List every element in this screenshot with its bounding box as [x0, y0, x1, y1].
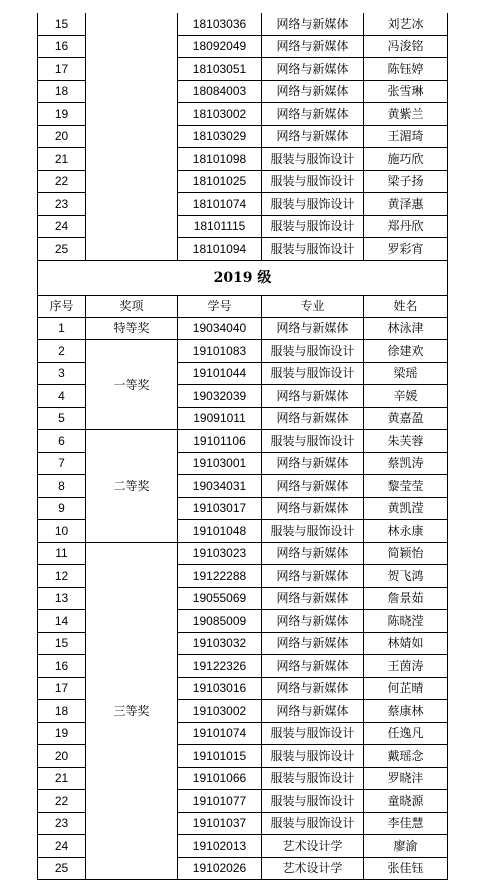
name-cell: 李佳慧 — [364, 812, 448, 835]
name-cell: 詹景茹 — [364, 587, 448, 610]
table-row — [38, 13, 448, 35]
major-cell: 网络与新媒体 — [262, 542, 364, 565]
major-cell: 网络与新媒体 — [262, 13, 364, 35]
serial-number-header: 序号 — [38, 295, 86, 317]
name-cell: 辛媛 — [364, 385, 448, 408]
serial-number-cell: 17 — [38, 58, 86, 81]
award-cell: 三等奖 — [86, 542, 178, 880]
serial-number-cell: 3 — [38, 362, 86, 385]
name-cell: 罗彩宵 — [364, 238, 448, 261]
major-cell: 网络与新媒体 — [262, 565, 364, 588]
name-cell: 林婧如 — [364, 632, 448, 655]
student-id-cell: 19101044 — [178, 362, 262, 385]
serial-number-cell: 25 — [38, 238, 86, 261]
student-id-cell: 18103002 — [178, 103, 262, 126]
student-id-cell: 19101015 — [178, 745, 262, 768]
student-id-cell: 19102026 — [178, 857, 262, 880]
major-cell: 艺术设计学 — [262, 835, 364, 858]
student-id-cell: 19101048 — [178, 520, 262, 543]
table-row — [38, 317, 448, 340]
table-row — [38, 340, 448, 363]
award-header: 奖项 — [86, 295, 178, 317]
name-cell: 冯浚铭 — [364, 35, 448, 58]
major-cell: 网络与新媒体 — [262, 700, 364, 723]
serial-number-cell: 12 — [38, 565, 86, 588]
major-cell: 服装与服饰设计 — [262, 430, 364, 453]
major-cell: 网络与新媒体 — [262, 125, 364, 148]
student-id-cell: 19032039 — [178, 385, 262, 408]
student-id-cell: 19034031 — [178, 475, 262, 498]
year-row — [38, 260, 448, 295]
name-cell: 简颖怡 — [364, 542, 448, 565]
name-cell: 刘艺冰 — [364, 13, 448, 35]
major-cell: 服装与服饰设计 — [262, 812, 364, 835]
major-cell: 网络与新媒体 — [262, 58, 364, 81]
major-cell: 服装与服饰设计 — [262, 340, 364, 363]
student-id-cell: 19101037 — [178, 812, 262, 835]
major-cell: 服装与服饰设计 — [262, 148, 364, 171]
student-id-cell: 19103001 — [178, 452, 262, 475]
name-header: 姓名 — [364, 295, 448, 317]
major-cell: 服装与服饰设计 — [262, 215, 364, 238]
serial-number-cell: 18 — [38, 80, 86, 103]
major-cell: 网络与新媒体 — [262, 317, 364, 340]
student-id-cell: 18101115 — [178, 215, 262, 238]
table-row — [38, 542, 448, 565]
student-id-cell: 19034040 — [178, 317, 262, 340]
major-cell: 网络与新媒体 — [262, 587, 364, 610]
serial-number-cell: 1 — [38, 317, 86, 340]
student-id-cell: 19085009 — [178, 610, 262, 633]
serial-number-cell: 25 — [38, 857, 86, 880]
award-cell: 特等奖 — [86, 317, 178, 340]
name-cell: 施巧欣 — [364, 148, 448, 171]
serial-number-cell: 23 — [38, 812, 86, 835]
serial-number-cell: 19 — [38, 103, 86, 126]
awards-document — [37, 13, 447, 880]
name-cell: 贺飞鸿 — [364, 565, 448, 588]
serial-number-cell: 2 — [38, 340, 86, 363]
student-id-cell: 19103016 — [178, 677, 262, 700]
major-cell: 服装与服饰设计 — [262, 170, 364, 193]
name-cell: 任逸凡 — [364, 722, 448, 745]
student-id-cell: 18101094 — [178, 238, 262, 261]
serial-number-cell: 7 — [38, 452, 86, 475]
major-cell: 服装与服饰设计 — [262, 745, 364, 768]
major-cell: 网络与新媒体 — [262, 475, 364, 498]
major-cell: 网络与新媒体 — [262, 452, 364, 475]
name-cell: 张佳钰 — [364, 857, 448, 880]
name-cell: 黎莹莹 — [364, 475, 448, 498]
major-cell: 网络与新媒体 — [262, 655, 364, 678]
name-cell: 戴瑶念 — [364, 745, 448, 768]
student-id-cell: 19101066 — [178, 767, 262, 790]
major-cell: 网络与新媒体 — [262, 407, 364, 430]
serial-number-cell: 18 — [38, 700, 86, 723]
name-cell: 蔡康林 — [364, 700, 448, 723]
name-cell: 黄泽惠 — [364, 193, 448, 216]
name-cell: 罗晓沣 — [364, 767, 448, 790]
student-id-cell: 19103002 — [178, 700, 262, 723]
award-cell — [86, 13, 178, 260]
name-cell: 梁子扬 — [364, 170, 448, 193]
major-cell: 服装与服饰设计 — [262, 767, 364, 790]
student-id-cell: 18101025 — [178, 170, 262, 193]
major-cell: 网络与新媒体 — [262, 385, 364, 408]
serial-number-cell: 10 — [38, 520, 86, 543]
serial-number-cell: 20 — [38, 125, 86, 148]
name-cell: 蔡凯涛 — [364, 452, 448, 475]
name-cell: 张雪琳 — [364, 80, 448, 103]
major-cell: 服装与服饰设计 — [262, 790, 364, 813]
major-cell: 服装与服饰设计 — [262, 193, 364, 216]
serial-number-cell: 13 — [38, 587, 86, 610]
serial-number-cell: 4 — [38, 385, 86, 408]
name-cell: 童晓源 — [364, 790, 448, 813]
student-id-cell: 19101077 — [178, 790, 262, 813]
student-id-cell: 18103051 — [178, 58, 262, 81]
major-cell: 服装与服饰设计 — [262, 722, 364, 745]
serial-number-cell: 24 — [38, 835, 86, 858]
name-cell: 何芷晴 — [364, 677, 448, 700]
name-cell: 陈晓滢 — [364, 610, 448, 633]
major-cell: 网络与新媒体 — [262, 497, 364, 520]
student-id-cell: 19101083 — [178, 340, 262, 363]
name-cell: 朱芙蓉 — [364, 430, 448, 453]
major-cell: 网络与新媒体 — [262, 80, 364, 103]
student-id-cell: 19103017 — [178, 497, 262, 520]
student-id-cell: 19055069 — [178, 587, 262, 610]
serial-number-cell: 22 — [38, 790, 86, 813]
student-id-cell: 19102013 — [178, 835, 262, 858]
serial-number-cell: 21 — [38, 767, 86, 790]
student-id-cell: 18103029 — [178, 125, 262, 148]
serial-number-cell: 9 — [38, 497, 86, 520]
student-id-cell: 19101106 — [178, 430, 262, 453]
name-cell: 陈钰婷 — [364, 58, 448, 81]
major-cell: 服装与服饰设计 — [262, 238, 364, 261]
student-id-cell: 18103036 — [178, 13, 262, 35]
name-cell: 廖渝 — [364, 835, 448, 858]
name-cell: 黄嘉盈 — [364, 407, 448, 430]
student-id-cell: 19103023 — [178, 542, 262, 565]
serial-number-cell: 14 — [38, 610, 86, 633]
awards-table — [37, 13, 448, 880]
major-cell: 网络与新媒体 — [262, 632, 364, 655]
student-id-cell: 18084003 — [178, 80, 262, 103]
major-cell: 网络与新媒体 — [262, 35, 364, 58]
name-cell: 林泳津 — [364, 317, 448, 340]
major-header: 专业 — [262, 295, 364, 317]
serial-number-cell: 16 — [38, 655, 86, 678]
name-cell: 徐建欢 — [364, 340, 448, 363]
student-id-header: 学号 — [178, 295, 262, 317]
major-cell: 服装与服饰设计 — [262, 520, 364, 543]
header-row — [38, 295, 448, 317]
serial-number-cell: 21 — [38, 148, 86, 171]
serial-number-cell: 15 — [38, 13, 86, 35]
serial-number-cell: 24 — [38, 215, 86, 238]
serial-number-cell: 6 — [38, 430, 86, 453]
major-cell: 网络与新媒体 — [262, 610, 364, 633]
student-id-cell: 18092049 — [178, 35, 262, 58]
name-cell: 王茵涛 — [364, 655, 448, 678]
serial-number-cell: 8 — [38, 475, 86, 498]
name-cell: 黄凯滢 — [364, 497, 448, 520]
name-cell: 黄紫兰 — [364, 103, 448, 126]
serial-number-cell: 11 — [38, 542, 86, 565]
name-cell: 王湄琦 — [364, 125, 448, 148]
serial-number-cell: 16 — [38, 35, 86, 58]
serial-number-cell: 5 — [38, 407, 86, 430]
student-id-cell: 19103032 — [178, 632, 262, 655]
major-cell: 网络与新媒体 — [262, 103, 364, 126]
student-id-cell: 18101074 — [178, 193, 262, 216]
name-cell: 郑丹欣 — [364, 215, 448, 238]
major-cell: 艺术设计学 — [262, 857, 364, 880]
year-title: 2019 级 — [38, 260, 448, 295]
table-row — [38, 430, 448, 453]
major-cell: 服装与服饰设计 — [262, 362, 364, 385]
major-cell: 网络与新媒体 — [262, 677, 364, 700]
name-cell: 林永康 — [364, 520, 448, 543]
student-id-cell: 19101074 — [178, 722, 262, 745]
student-id-cell: 19091011 — [178, 407, 262, 430]
name-cell: 梁瑶 — [364, 362, 448, 385]
award-cell: 二等奖 — [86, 430, 178, 543]
student-id-cell: 19122326 — [178, 655, 262, 678]
student-id-cell: 19122288 — [178, 565, 262, 588]
student-id-cell: 18101098 — [178, 148, 262, 171]
award-cell: 一等奖 — [86, 340, 178, 430]
serial-number-cell: 19 — [38, 722, 86, 745]
serial-number-cell: 20 — [38, 745, 86, 768]
serial-number-cell: 23 — [38, 193, 86, 216]
serial-number-cell: 22 — [38, 170, 86, 193]
serial-number-cell: 17 — [38, 677, 86, 700]
serial-number-cell: 15 — [38, 632, 86, 655]
